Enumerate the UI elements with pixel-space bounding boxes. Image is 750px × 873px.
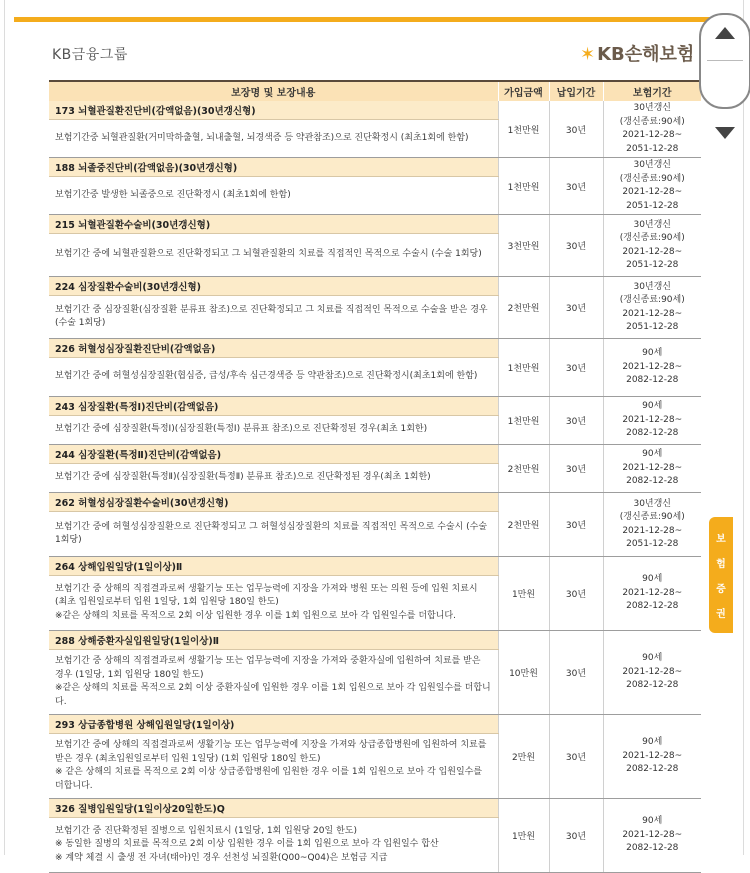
tab-char: 권	[716, 609, 726, 620]
insurance-period	[603, 557, 701, 631]
period-line: (갱신종료:90세)	[619, 233, 685, 243]
description-line: 보험기간 중 진단확정된 질병으로 입원치료시 (1일당, 1회 입원당 20일 한도)	[55, 825, 357, 836]
coverage-description	[49, 650, 498, 715]
payment-period: 30년	[549, 493, 603, 557]
coverage-title-row	[49, 799, 701, 818]
period-line: 2082-12-28	[626, 680, 679, 691]
description-line: 보험기간 중에 허혈성심장질환(협심증, 급성/후속 심근경색증 등 약관참조)으로 진단확정시(최초1회에 한함)	[55, 371, 478, 382]
insurance-period	[603, 158, 701, 215]
table-header-row	[49, 81, 701, 101]
coverage-title: 264 상해입원일당(1일이상)Ⅱ	[49, 557, 498, 576]
description-line: ※같은 상해의 치료를 목적으로 2회 이상 중환자실에 입원한 경우 이를 1회 입원으로 보아 각 입원일수를 더합니다.	[55, 683, 491, 707]
tab-char: 증	[716, 584, 726, 595]
insurance-period	[603, 397, 701, 445]
payment-period: 30년	[549, 339, 603, 397]
coverage-description	[49, 120, 498, 158]
insurance-period	[603, 493, 701, 557]
description-line: 보험기간 중에 뇌혈관질환으로 진단확정되고 그 뇌혈관질환의 치료를 직접적인 목적으로 수술시 (수술 1회당)	[55, 249, 482, 260]
coverage-description	[49, 576, 498, 631]
coverage-title-row	[49, 158, 701, 177]
period-line: 2021-12-28~	[622, 414, 683, 425]
description-line: ※ 동일한 질병의 치료를 목적으로 2회 이상 입원한 경우 이를 1회 입원으로 보아 각 입원일수 합산	[55, 839, 439, 850]
coverage-title: 244 심장질환(특정Ⅱ)진단비(감액없음)	[49, 445, 498, 464]
insurance-period	[603, 277, 701, 339]
coverage-title: 215 뇌혈관질환수술비(30년갱신형)	[49, 215, 498, 234]
coverage-title: 293 상급종합병원 상해입원일당(1일이상)	[49, 715, 498, 734]
coverage-amount: 2천만원	[498, 445, 549, 493]
coverage-description	[49, 296, 498, 339]
coverage-title-row	[49, 493, 701, 512]
coverage-title-row	[49, 715, 701, 734]
coverage-description	[49, 464, 498, 493]
description-line: 보험기간 중 상해의 직접결과로써 생활기능 또는 업무능력에 지장을 가져와 중환자실에 입원하여 치료를 받은 경우 (1일당, 1회 입원당 180일 한도)	[55, 656, 481, 680]
coverage-description	[49, 416, 498, 445]
coverage-title: 262 허혈성심장질환수술비(30년갱신형)	[49, 493, 498, 512]
payment-period: 30년	[549, 215, 603, 277]
insurance-period	[603, 215, 701, 277]
period-line: 2082-12-28	[626, 476, 679, 487]
period-line: (갱신종료:90세)	[619, 295, 685, 305]
coverage-title: 326 질병입원일당(1일이상20일한도)Q	[49, 799, 498, 818]
period-line: 2021-12-28~	[622, 187, 683, 197]
period-line: (갱신종료:90세)	[619, 512, 685, 522]
period-line: 2051-12-28	[626, 322, 679, 332]
payment-period: 30년	[549, 397, 603, 445]
description-line: ※ 같은 상해의 치료를 목적으로 2회 이상 상급종합병원에 입원한 경우 이를 1회 입원으로 보아 각 입원일수를 더합니다.	[55, 767, 483, 791]
insurance-period	[603, 339, 701, 397]
description-line: ※같은 상해의 치료를 목적으로 2회 이상 입원한 경우 이를 1회 입원으로 보아 각 입원일수를 더합니다.	[55, 610, 456, 621]
payment-period: 30년	[549, 715, 603, 799]
coverage-amount: 2천만원	[498, 277, 549, 339]
kb-star-icon: ✶	[580, 44, 596, 65]
period-line: 90세	[642, 653, 663, 664]
period-line: 2082-12-28	[626, 375, 679, 386]
col-header-payment-period: 납입기간	[549, 81, 603, 101]
description-line: ※ 계약 체결 시 출생 전 자녀(태아)인 경우 선천성 뇌질환(Q00~Q04)은 보험금 지급	[55, 852, 388, 863]
period-line: 2051-12-28	[626, 200, 679, 211]
period-line: 2082-12-28	[626, 601, 679, 612]
period-line: 2021-12-28~	[622, 666, 683, 677]
col-header-amount: 가입금액	[498, 81, 549, 101]
insurance-period	[603, 715, 701, 799]
period-line: 2021-12-28~	[622, 525, 683, 536]
description-line: 보험기간 중 상해의 직접결과로써 생활기능 또는 업무능력에 지장을 가져와 병원 또는 의원 등에 입원 치료시 (최초 입원일로부터 입원 1일당, 1회 입원당 180일 한도)	[55, 583, 478, 608]
insurance-period	[603, 445, 701, 493]
coverage-amount: 1만원	[498, 799, 549, 873]
payment-period: 30년	[549, 158, 603, 215]
insurance-period	[603, 101, 701, 158]
coverage-title-row	[49, 445, 701, 464]
coverage-table	[49, 80, 701, 873]
scroll-down-button[interactable]	[701, 61, 749, 101]
coverage-title-row	[49, 557, 701, 576]
insurance-period	[603, 799, 701, 873]
description-line: 보험기간 중에 허혈성심장질환으로 진단확정되고 그 허혈성심장질환의 치료를 직접적인 목적으로 수술시 (수술 1회당)	[55, 521, 488, 545]
coverage-title: 188 뇌졸중진단비(감액없음)(30년갱신형)	[49, 158, 498, 177]
description-line: 보험기간중 뇌혈관질환(거미막하출혈, 뇌내출혈, 뇌경색증 등 약관참조)으로 진단확정시 (최초1회에 한함)	[55, 132, 469, 143]
period-line: 2051-12-28	[626, 143, 679, 154]
period-line: 30년갱신	[633, 219, 672, 230]
period-line: 2021-12-28~	[622, 829, 683, 840]
coverage-title-row	[49, 215, 701, 234]
coverage-title: 243 심장질환(특정Ⅰ)진단비(감액없음)	[49, 397, 498, 416]
description-line: 보험기간 중에 상해의 직접결과로써 생활기능 또는 업무능력에 지장을 가져와 상급종합병원에 입원하여 치료를 받은 경우 (최초입원일로부터 입원 1일당) (1회 입원당 180일 한도)	[55, 740, 487, 764]
period-line: 90세	[642, 737, 663, 748]
period-line: 2051-12-28	[626, 539, 679, 549]
coverage-amount: 1천만원	[498, 101, 549, 158]
period-line: 2021-12-28~	[622, 308, 683, 319]
top-accent-bar	[14, 17, 741, 22]
coverage-title-row	[49, 397, 701, 416]
coverage-amount: 10만원	[498, 631, 549, 715]
period-line: 2021-12-28~	[622, 462, 683, 473]
coverage-description	[49, 177, 498, 215]
coverage-description	[49, 234, 498, 277]
scroll-up-button[interactable]	[701, 15, 749, 55]
period-line: 2021-12-28~	[622, 246, 683, 257]
period-line: 30년갱신	[633, 281, 672, 292]
triangle-up-icon	[715, 27, 735, 39]
coverage-description	[49, 734, 498, 799]
triangle-down-icon	[715, 127, 735, 139]
tab-char: 보	[716, 534, 726, 545]
coverage-description	[49, 818, 498, 873]
tab-char: 험	[716, 559, 726, 570]
payment-period: 30년	[549, 557, 603, 631]
period-line: 2021-12-28~	[622, 130, 683, 140]
coverage-description	[49, 512, 498, 557]
period-line: 2021-12-28~	[622, 587, 683, 598]
coverage-description	[49, 358, 498, 397]
coverage-amount: 1천만원	[498, 397, 549, 445]
col-header-insurance-period: 보험기간	[603, 81, 701, 101]
payment-period: 30년	[549, 445, 603, 493]
coverage-amount: 3천만원	[498, 215, 549, 277]
kb-insurance-logo	[580, 40, 694, 66]
period-line: 30년갱신	[633, 498, 672, 509]
period-line: 2021-12-28~	[622, 361, 683, 372]
description-line: 보험기간중 발생한 뇌졸중으로 진단확정시 (최초1회에 한함)	[55, 189, 291, 200]
kb-insurance-logo-text: KB손해보험	[597, 44, 695, 65]
period-line: 90세	[642, 401, 663, 412]
coverage-amount: 2만원	[498, 715, 549, 799]
period-line: 90세	[642, 816, 663, 827]
payment-period: 30년	[549, 277, 603, 339]
policy-certificate-tab[interactable]	[709, 517, 733, 633]
period-line: 30년갱신	[633, 103, 672, 113]
period-line: 2082-12-28	[626, 428, 679, 439]
scroll-control	[699, 13, 750, 109]
description-line: 보험기간 중에 심장질환(특정Ⅱ)(심장질환(특정Ⅱ) 분류표 참조)으로 진단확정된 경우(최초 1회한)	[55, 472, 431, 483]
coverage-title-row	[49, 339, 701, 358]
payment-period: 30년	[549, 631, 603, 715]
period-line: 2082-12-28	[626, 764, 679, 775]
period-line: (갱신종료:90세)	[619, 116, 685, 127]
coverage-amount: 2천만원	[498, 493, 549, 557]
payment-period: 30년	[549, 101, 603, 158]
period-line: 90세	[642, 348, 663, 359]
coverage-title-row	[49, 101, 701, 120]
coverage-title: 224 심장질환수술비(30년갱신형)	[49, 277, 498, 296]
period-line: 30년갱신	[633, 160, 672, 170]
payment-period: 30년	[549, 799, 603, 873]
insurance-period	[603, 631, 701, 715]
coverage-title-row	[49, 631, 701, 650]
coverage-title-row	[49, 277, 701, 296]
coverage-title: 288 상해중환자실입원일당(1일이상)Ⅱ	[49, 631, 498, 650]
period-line: 90세	[642, 449, 663, 460]
coverage-amount: 1만원	[498, 557, 549, 631]
coverage-amount: 1천만원	[498, 339, 549, 397]
period-line: 2082-12-28	[626, 843, 679, 854]
coverage-title: 226 허혈성심장질환진단비(감액없음)	[49, 339, 498, 358]
period-line: 2051-12-28	[626, 260, 679, 270]
description-line: 보험기간 중 심장질환(심장질환 분류표 참조)으로 진단확정되고 그 치료를 직접적인 목적으로 수술을 받은 경우 (수술 1회당)	[55, 304, 488, 328]
coverage-title: 173 뇌혈관질환진단비(감액없음)(30년갱신형)	[49, 101, 498, 120]
description-line: 보험기간 중에 심장질환(특정Ⅰ)(심장질환(특정Ⅰ) 분류표 참조)으로 진단확정된 경우(최초 1회한)	[55, 424, 428, 435]
col-header-coverage: 보장명 및 보장내용	[49, 81, 498, 101]
kb-financial-group-logo: KB금융그룹	[52, 47, 128, 63]
period-line: (갱신종료:90세)	[619, 173, 685, 184]
period-line: 2021-12-28~	[622, 750, 683, 761]
period-line: 90세	[642, 574, 663, 585]
coverage-amount: 1천만원	[498, 158, 549, 215]
